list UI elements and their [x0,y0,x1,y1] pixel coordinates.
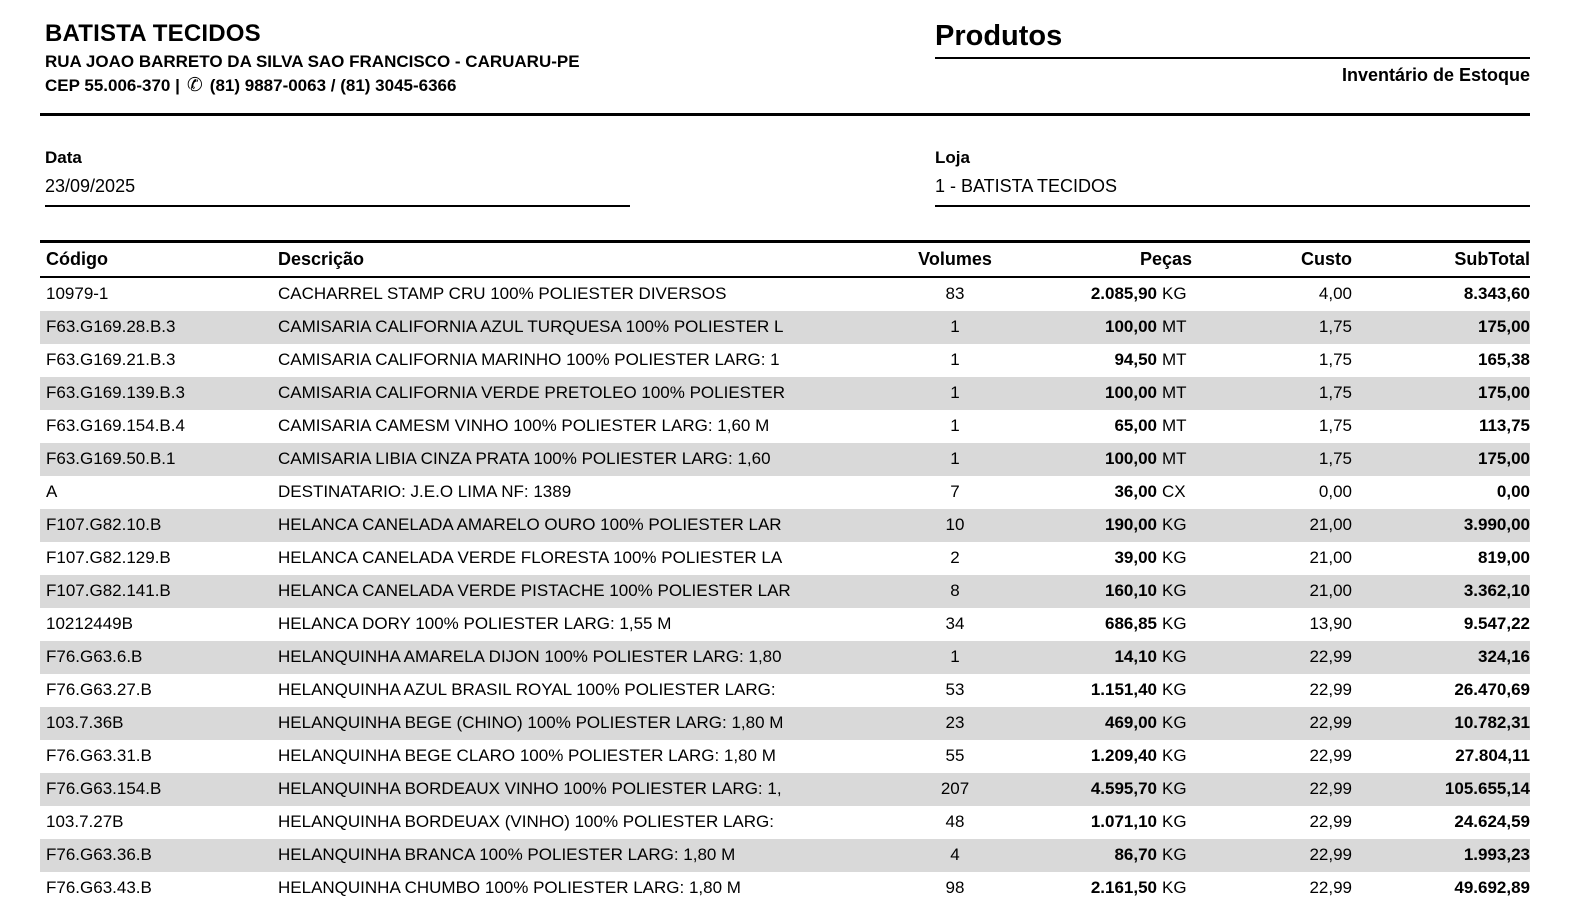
company-name: BATISTA TECIDOS [45,20,261,47]
cell-volumes: 83 [945,284,965,303]
pecas-quantity: 1.071,10 [1090,812,1157,831]
pecas-unit: MT [1162,317,1187,336]
company-phones: (81) 9887-0063 / (81) 3045-6366 [209,75,457,95]
cell-volumes: 2 [950,548,960,567]
pecas-unit: KG [1162,779,1187,798]
cell-pecas [1005,674,1192,707]
cell-subtotal: 175,00 [1478,317,1530,336]
table-row [40,509,1530,542]
cell-descricao: HELANQUINHA AMARELA DIJON 100% POLIESTER LARG: 1,80 [278,647,782,666]
cell-subtotal: 49.692,89 [1454,878,1530,897]
pecas-unit: KG [1162,812,1187,831]
cell-descricao: HELANQUINHA BORDEUAX (VINHO) 100% POLIESTER LARG: [278,812,774,831]
pecas-unit: KG [1162,548,1187,567]
cell-descricao: HELANCA CANELADA AMARELO OURO 100% POLIESTER LAR [278,515,782,534]
cell-codigo: F76.G63.6.B [46,647,143,666]
store-label: Loja [935,148,970,167]
cell-descricao: HELANQUINHA CHUMBO 100% POLIESTER LARG: 1,80 M [278,878,741,897]
column-header-codigo: Código [46,248,108,269]
cell-subtotal: 175,00 [1478,383,1530,402]
pecas-unit: KG [1162,845,1187,864]
cell-codigo: F76.G63.36.B [46,845,152,864]
pecas-unit: KG [1162,746,1187,765]
cell-custo: 13,90 [1309,614,1352,633]
cell-volumes: 1 [950,383,960,402]
company-address: RUA JOAO BARRETO DA SILVA SAO FRANCISCO - CARUARU-PE [45,52,580,71]
cell-pecas [1005,608,1192,641]
pecas-unit: MT [1162,383,1187,402]
cell-subtotal: 819,00 [1478,548,1530,567]
cell-volumes: 4 [950,845,960,864]
table-row [40,575,1530,608]
cell-subtotal: 3.362,10 [1463,581,1530,600]
table-row [40,740,1530,773]
cell-custo: 1,75 [1318,383,1352,402]
cell-codigo: F63.G169.28.B.3 [46,317,176,336]
cell-descricao: CAMISARIA LIBIA CINZA PRATA 100% POLIESTER LARG: 1,60 [278,449,771,468]
pecas-quantity: 2.085,90 [1090,284,1157,303]
cell-custo: 22,99 [1309,845,1352,864]
cell-codigo: 10979-1 [46,284,109,303]
cell-volumes: 23 [945,713,965,732]
cell-custo: 22,99 [1309,647,1352,666]
cell-descricao: CACHARREL STAMP CRU 100% POLIESTER DIVERSOS [278,284,727,303]
cell-descricao: HELANCA CANELADA VERDE FLORESTA 100% POLIESTER LA [278,548,783,567]
table-row [40,839,1530,872]
cell-custo: 21,00 [1309,515,1352,534]
pecas-unit: KG [1162,878,1187,897]
cell-volumes: 98 [945,878,965,897]
cell-subtotal: 105.655,14 [1444,779,1530,798]
pecas-quantity: 190,00 [1105,515,1157,534]
cell-subtotal: 10.782,31 [1454,713,1530,732]
table-row [40,641,1530,674]
cell-subtotal: 175,00 [1478,449,1530,468]
cell-volumes: 55 [945,746,965,765]
phone-icon: ✆ [186,75,203,96]
cell-subtotal: 26.470,69 [1454,680,1530,699]
table-row [40,410,1530,443]
cell-descricao: HELANQUINHA BEGE CLARO 100% POLIESTER LARG: 1,80 M [278,746,776,765]
cell-subtotal: 24.624,59 [1454,812,1530,831]
pecas-quantity: 160,10 [1105,581,1157,600]
pecas-unit: KG [1162,647,1187,666]
cell-subtotal: 165,38 [1478,350,1530,369]
cell-codigo: F76.G63.43.B [46,878,152,897]
cell-descricao: HELANQUINHA BEGE (CHINO) 100% POLIESTER LARG: 1,80 M [278,713,784,732]
cell-codigo: F107.G82.10.B [46,515,162,534]
table-row [40,344,1530,377]
table-row [40,443,1530,476]
inventory-table [40,240,1530,905]
table-row [40,311,1530,344]
cell-descricao: HELANQUINHA BRANCA 100% POLIESTER LARG: 1,80 M [278,845,736,864]
table-row [40,872,1530,905]
pecas-quantity: 1.151,40 [1090,680,1157,699]
cell-descricao: CAMISARIA CALIFORNIA MARINHO 100% POLIESTER LARG: 1 [278,350,780,369]
pecas-unit: KG [1162,515,1187,534]
cell-descricao: HELANCA CANELADA VERDE PISTACHE 100% POLIESTER LAR [278,581,791,600]
pecas-quantity: 100,00 [1105,383,1157,402]
cell-codigo: 103.7.36B [46,713,124,732]
cell-codigo: F107.G82.129.B [46,548,171,567]
cell-descricao: HELANQUINHA AZUL BRASIL ROYAL 100% POLIESTER LARG: [278,680,776,699]
report-title: Produtos [935,20,1530,59]
cell-subtotal: 0,00 [1496,482,1530,501]
store-filter [935,148,1530,207]
cell-custo: 22,99 [1309,812,1352,831]
cell-descricao: CAMISARIA CALIFORNIA AZUL TURQUESA 100% POLIESTER L [278,317,784,336]
pecas-quantity: 1.209,40 [1090,746,1157,765]
cell-volumes: 53 [945,680,965,699]
cell-custo: 22,99 [1309,713,1352,732]
cell-subtotal: 27.804,11 [1455,746,1530,765]
pecas-quantity: 469,00 [1105,713,1157,732]
cell-codigo: 10212449B [46,614,133,633]
table-row [40,277,1530,311]
company-contact [45,74,580,97]
cell-custo: 1,75 [1318,449,1352,468]
cell-pecas [1005,872,1192,905]
store-value: 1 - BATISTA TECIDOS [935,176,1530,207]
cell-codigo: F76.G63.154.B [46,779,162,798]
cell-custo: 22,99 [1309,746,1352,765]
cell-volumes: 7 [950,482,960,501]
cell-custo: 21,00 [1309,548,1352,567]
cell-subtotal: 3.990,00 [1463,515,1530,534]
cell-subtotal: 9.547,22 [1463,614,1530,633]
cell-codigo: F107.G82.141.B [46,581,171,600]
pecas-unit: KG [1162,713,1187,732]
cell-pecas [1005,575,1192,608]
pecas-unit: CX [1162,482,1186,501]
cell-descricao: CAMISARIA CALIFORNIA VERDE PRETOLEO 100% POLIESTER [278,383,786,402]
pecas-quantity: 36,00 [1114,482,1157,501]
pecas-quantity: 4.595,70 [1090,779,1157,798]
pecas-quantity: 100,00 [1105,317,1157,336]
table-row [40,476,1530,509]
cell-pecas [1005,377,1192,410]
pecas-quantity: 65,00 [1114,416,1157,435]
cell-descricao: HELANCA DORY 100% POLIESTER LARG: 1,55 M [278,614,672,633]
cell-descricao: HELANQUINHA BORDEAUX VINHO 100% POLIESTER LARG: 1, [278,779,782,798]
cell-pecas [1005,773,1192,806]
cell-descricao: DESTINATARIO: J.E.O LIMA NF: 1389 [278,482,572,501]
cell-pecas [1005,476,1192,509]
table-row [40,608,1530,641]
cell-codigo: F63.G169.50.B.1 [46,449,176,468]
pecas-unit: KG [1162,614,1187,633]
cell-subtotal: 1.993,23 [1463,845,1530,864]
cell-volumes: 10 [945,515,965,534]
column-header-subtotal: SubTotal [1454,248,1530,269]
cell-codigo: F76.G63.27.B [46,680,152,699]
cell-custo: 22,99 [1309,878,1352,897]
cell-pecas [1005,311,1192,344]
cell-volumes: 8 [950,581,960,600]
pecas-quantity: 39,00 [1114,548,1157,567]
pecas-quantity: 94,50 [1114,350,1157,369]
cell-custo: 0,00 [1318,482,1352,501]
cell-pecas [1005,641,1192,674]
cell-volumes: 34 [945,614,965,633]
cell-pecas [1005,542,1192,575]
table-row [40,377,1530,410]
pecas-quantity: 86,70 [1114,845,1157,864]
cell-custo: 4,00 [1318,284,1352,303]
cell-descricao: CAMISARIA CAMESM VINHO 100% POLIESTER LARG: 1,60 M [278,416,770,435]
cell-codigo: F63.G169.139.B.3 [46,383,185,402]
pecas-quantity: 14,10 [1114,647,1157,666]
cell-pecas [1005,509,1192,542]
table-row [40,674,1530,707]
cell-codigo: 103.7.27B [46,812,124,831]
cell-pecas [1005,806,1192,839]
cell-volumes: 207 [940,779,970,798]
cell-custo: 21,00 [1309,581,1352,600]
report-title-block [935,20,1530,86]
table-row [40,707,1530,740]
table-header-row [40,242,1530,277]
date-filter [40,148,630,207]
pecas-unit: KG [1162,284,1187,303]
column-header-pecas: Peças [1139,248,1192,269]
pecas-unit: KG [1162,581,1187,600]
date-value: 23/09/2025 [45,176,630,207]
cell-pecas [1005,443,1192,476]
pecas-unit: MT [1162,449,1187,468]
pecas-quantity: 686,85 [1105,614,1157,633]
company-cep: CEP 55.006-370 | [45,75,180,95]
pecas-quantity: 2.161,50 [1090,878,1157,897]
date-label: Data [45,148,82,167]
table-row [40,806,1530,839]
table-row [40,773,1530,806]
column-header-volumes: Volumes [918,248,992,269]
column-header-custo: Custo [1301,248,1352,269]
cell-subtotal: 324,16 [1478,647,1530,666]
cell-codigo: F76.G63.31.B [46,746,152,765]
cell-volumes: 1 [950,350,960,369]
company-info [40,20,580,97]
table-row [40,542,1530,575]
cell-custo: 1,75 [1318,416,1352,435]
cell-pecas [1005,344,1192,377]
cell-subtotal: 8.343,60 [1463,284,1530,303]
cell-volumes: 48 [945,812,965,831]
cell-pecas [1005,410,1192,443]
cell-volumes: 1 [950,416,960,435]
column-header-descricao: Descrição [278,248,365,269]
cell-codigo: A [46,482,58,501]
cell-volumes: 1 [950,647,960,666]
cell-codigo: F63.G169.154.B.4 [46,416,185,435]
cell-pecas [1005,707,1192,740]
cell-pecas [1005,277,1192,311]
pecas-unit: KG [1162,680,1187,699]
report-subtitle: Inventário de Estoque [1341,65,1530,85]
filters-row [40,148,1530,207]
cell-pecas [1005,740,1192,773]
report-header [40,20,1530,116]
cell-subtotal: 113,75 [1478,416,1530,435]
pecas-unit: MT [1162,350,1187,369]
cell-codigo: F63.G169.21.B.3 [46,350,176,369]
cell-custo: 1,75 [1318,350,1352,369]
pecas-quantity: 100,00 [1105,449,1157,468]
pecas-unit: MT [1162,416,1187,435]
cell-custo: 22,99 [1309,680,1352,699]
cell-custo: 22,99 [1309,779,1352,798]
cell-pecas [1005,839,1192,872]
cell-volumes: 1 [950,449,960,468]
cell-custo: 1,75 [1318,317,1352,336]
cell-volumes: 1 [950,317,960,336]
